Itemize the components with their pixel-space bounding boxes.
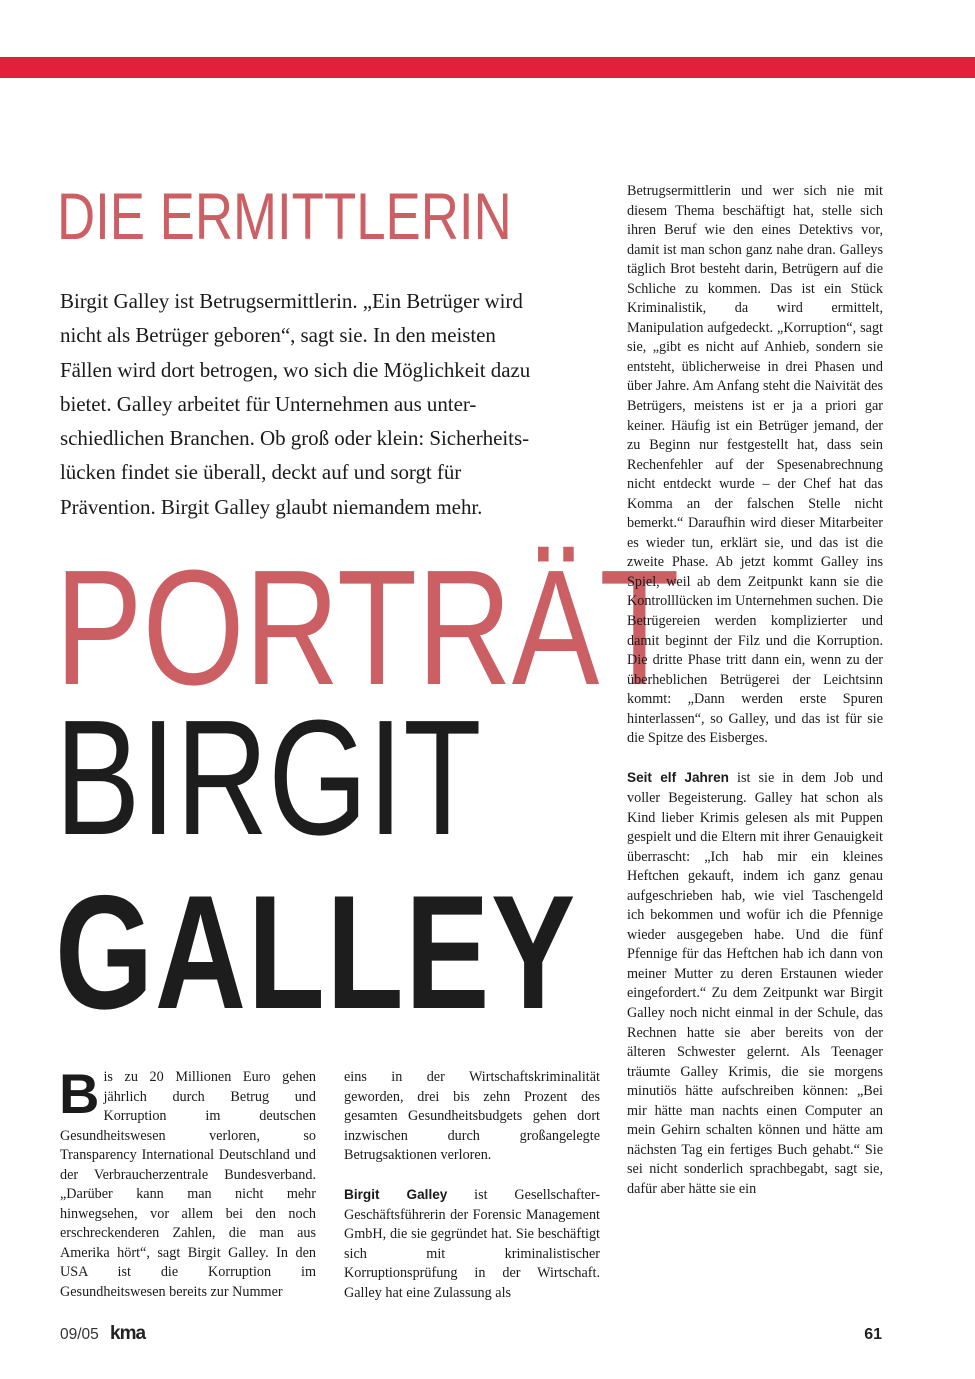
lead-line: nicht als Betrüger geboren“, sagt sie. In den meisten [60, 323, 496, 348]
lead-line: Birgit Galley ist Betrugsermittlerin. „Ein Betrüger wird [60, 289, 523, 313]
lead-line: lücken findet sie überall, deckt auf und sorgt für [60, 460, 462, 485]
body-column-3 [627, 182, 883, 1199]
headline-last-name: GALLEY [55, 862, 577, 1043]
body-column-2 [344, 1068, 600, 1304]
top-accent-bar [0, 57, 975, 78]
headline-first-name: BIRGIT [55, 686, 482, 869]
magazine-logo: kma [110, 1323, 146, 1344]
paragraph-lead-in: Seit elf Jahren [627, 770, 729, 786]
paragraph-lead-in: Birgit Galley [344, 1187, 448, 1203]
lead-line: schiedlichen Branchen. Ob groß oder klein: Sicherheits- [60, 426, 530, 451]
paragraph-text: is zu 20 Millionen Euro gehen jährlich durch Betrug und Korruption im deutschen Gesundheitswesen verloren, so Transparency International Deutschland und der Verbraucherzentrale Bundesverband. „Darüber kann man nicht mehr hinwegsehen, vor allem bei den noch erschreckenderen Zahlen, die man aus Amerika hört“, sagt Birgit Galley. In den USA ist die Korruption im Gesundheitswesen bereits zur Nummer [60, 1069, 316, 1301]
issue-date: 09/05 [60, 1326, 99, 1343]
body-paragraph: eins in der Wirtschaftskriminalität geworden, drei bis zehn Prozent des gesamten Gesundheitsbudgets gehen dort inzwischen durch großangelegte Betrugsaktionen verloren. [344, 1069, 600, 1164]
paragraph-text: ist sie in dem Job und voller Begeisterung. Galley hat schon als Kind lieber Krimis gelesen als mit Puppen gespielt und die Eltern mit ihrer Genauigkeit überrascht: „Ich hab mir ein kleines Heftchen gekauft, indem ich ganz genau aufgeschrieben hab, wie viel Taschengeld ich bekommen und wofür ich die Pfennige wieder ausgegeben habe. Und die fünf Pfennige für das Heftchen hab ich dann von meiner Mutter zu deren Erstaunen wieder eingefordert.“ Zu dem Zeitpunkt war Birgit Galley noch nicht einmal in der Schule, das Rechnen hatte sie aber bereits von der älteren Schwester gelernt. Als Teenager träumte Galley Krimis, die sie morgens minutiös hätte aufschreiben können: „Bei mir hätte man nachts einen Computer an mein Gehirn schalten können und hätte am nächsten Tag ein fertiges Buch gehabt.“ Sie sei nicht sonderlich sprachbegabt, sagt sie, dafür aber hätte sie ein [627, 770, 883, 1197]
body-paragraph: Betrugsermittlerin und wer sich nie mit diesem Thema beschäftigt hat, stelle sich ihren Beruf wie den eines Detektivs vor, damit ist man schon ganz nahe dran. Galleys täglich Brot besteht darin, Betrügern auf die Schliche zu kommen. Das ist ein Stück Kriminalistik, da wird ermittelt, Manipulation aufgedeckt. „Korruption“, sagt sie, „gibt es nicht auf Anhieb, sondern sie entsteht, üblicherweise in drei Phasen und über Jahre. Am Anfang steht die Naivität des Betrügers, meistens ist er ja a priori gar keiner. Häufig ist ein Betrüger jemand, der zu Beginn nur festgestellt hat, dass sein Rechenfehler auf der Spesenabrechnung nicht entdeckt wurde – der Chef hat das Komma an der falschen Stelle nicht bemerkt.“ Daraufhin wird dieser Mitarbeiter es wieder tun, erklärt sie, und das ist die zweite Phase. Ab jetzt kommt Galley ins Spiel, weil ab dem Zeitpunkt kann sie die Kontrolllücken im Unternehmen suchen. Die Betrügereien werden komplizierter und damit beginnt der Filz und die Korruption. Die dritte Phase tritt dann ein, wenn zu der überheblichen Betrügerei der Leichtsinn kommt: „Dann werden erste Spuren hinterlassen“, so Galley, und das ist für sie die Spitze des Eisberges. [627, 183, 883, 747]
body-paragraph [627, 768, 883, 1199]
lead-line: bietet. Galley arbeitet für Unternehmen aus unter- [60, 391, 477, 416]
body-paragraph [59, 1062, 316, 1303]
body-column-1 [59, 1062, 316, 1303]
page-number: 61 [864, 1326, 882, 1343]
drop-cap: B [59, 1062, 100, 1125]
section-title: DIE ERMITTLERIN [57, 179, 512, 253]
paragraph-text: ist Gesellschafter-Geschäftsführerin der Forensic Management GmbH, die sie gegründet hat. Sie beschäftigt sich mit kriminalistischer Korruptionsprüfung in der Wirtschaft. Galley hat eine Zulassung als [344, 1187, 600, 1302]
lead-line: Prävention. Birgit Galley glaubt niemandem mehr. [60, 494, 483, 519]
headline-kicker: PORTRÄT [55, 536, 680, 719]
lead-line: Fällen wird dort betrogen, wo sich die Möglichkeit dazu [60, 357, 531, 382]
lead-paragraph [60, 284, 605, 524]
body-paragraph [344, 1185, 600, 1303]
